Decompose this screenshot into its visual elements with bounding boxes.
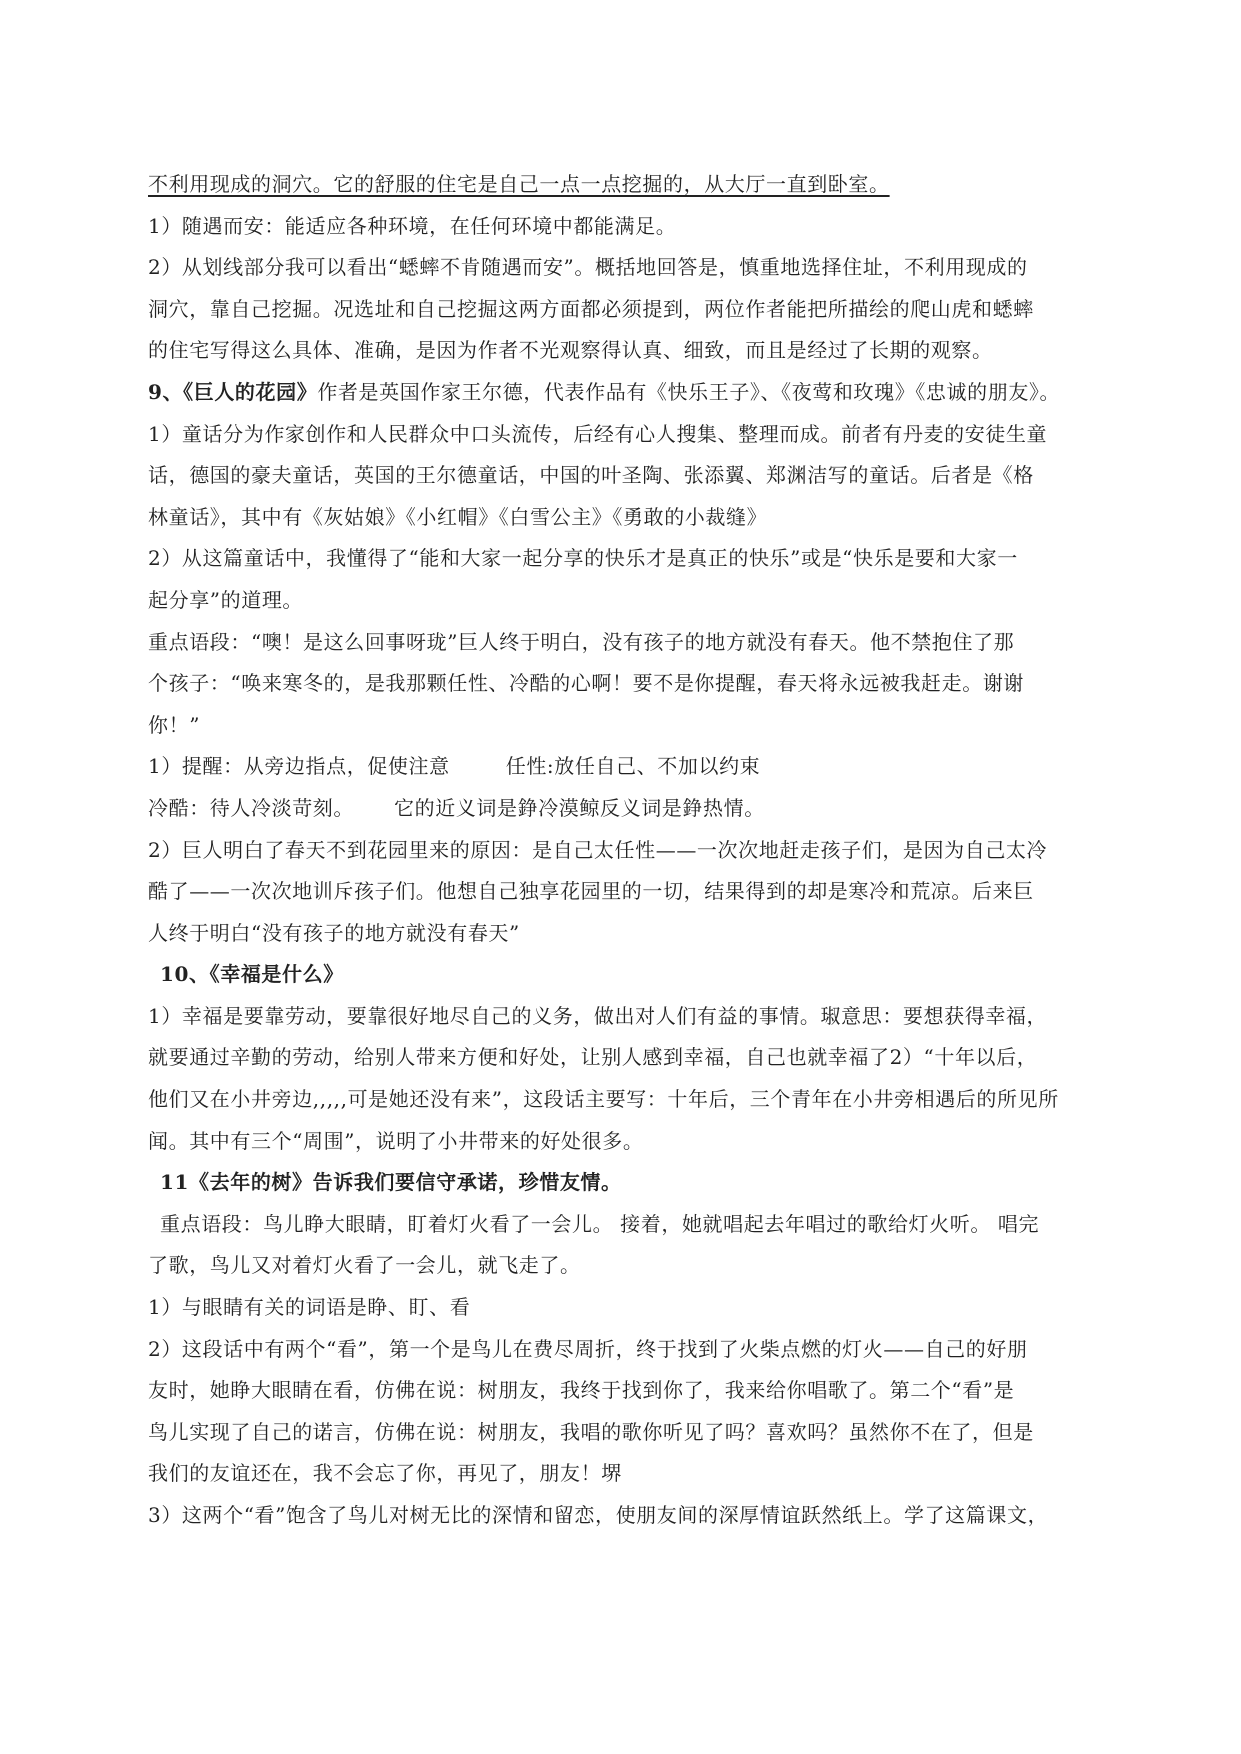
text-line-2: 1）随遇而安：能适应各种环境，在任何环境中都能满足。 bbox=[148, 213, 677, 238]
text-line-28: 1）与眼睛有关的词语是睁、盯、看 bbox=[148, 1295, 471, 1320]
text-line-4: 洞穴，靠自己挖掘。况选址和自己挖掘这两方面都必须提到，两位作者能把所描绘的爬山虎和蟋蟀 bbox=[148, 296, 1034, 321]
text-line-17: 2）巨人明白了春天不到花园里来的原因：是自己太任性——一次次地赶走孩子们，是因为自己太冷 bbox=[148, 837, 1048, 862]
text-line-16 bbox=[148, 788, 1096, 830]
text-line-8: 话，德国的豪夫童话，英国的王尔德童话，中国的叶圣陶、张添翼、郑渊洁写的童话。后者是《格 bbox=[148, 463, 1034, 488]
text-line-3: 2）从划线部分我可以看出“蟋蟀不肯随遇而安”。概括地回答是，慎重地选择住址，不利用现成的 bbox=[148, 255, 1028, 280]
document-page bbox=[148, 164, 1096, 1537]
section-heading-11: 11《去年的树》告诉我们要信守承诺，珍惜友情。 bbox=[160, 1170, 622, 1195]
synonym-antonym: 它的近义词是錚冷漠鲸反义词是錚热情。 bbox=[394, 795, 765, 820]
text-line-24: 闻。其中有三个“周围”，说明了小井带来的好处很多。 bbox=[148, 1128, 644, 1153]
section-intro-9: 作者是英国作家王尔德，代表作品有《快乐王子》、《夜莺和玫瑰》《忠诚的朋友》。 bbox=[317, 379, 1061, 404]
text-line-9: 林童话》，其中有《灰姑娘》《小红帽》《白雪公主》《勇敢的小裁缝》 bbox=[148, 504, 768, 529]
text-line-33: 3）这两个“看”饱含了鸟儿对树无比的深情和留恋，使朋友间的深厚情谊跃然纸上。学了这篇课文， bbox=[148, 1503, 1049, 1527]
text-line-26: 重点语段：鸟儿睁大眼睛，盯着灯火看了一会儿。 接着，她就唱起去年唱过的歌给灯火听。 唱完 bbox=[160, 1211, 1040, 1236]
text-line-5: 的住宅写得这么具体、准确，是因为作者不光观察得认真、细致，而且是经过了长期的观察。 bbox=[148, 338, 993, 363]
text-line-32: 我们的友谊还在，我不会忘了你，再见了，朋友！堺 bbox=[148, 1461, 622, 1486]
text-line-13: 个孩子：“唤来寒冬的，是我那颗任性、冷酷的心啊！要不是你提醒，春天将永远被我赶走。谢谢 bbox=[148, 671, 1025, 696]
section-heading-10: 10、《幸福是什么》 bbox=[160, 962, 344, 987]
text-line-21: 1）幸福是要靠劳动，要靠很好地尽自己的义务，做出对人们有益的事情。琡意思：要想获得幸福， bbox=[148, 1003, 1048, 1028]
text-line-19: 人终于明白“没有孩子的地方就没有春天” bbox=[148, 920, 520, 945]
text-line-14: 你！” bbox=[148, 712, 201, 737]
text-line-27: 了歌，鸟儿又对着灯火看了一会儿，就飞走了。 bbox=[148, 1253, 581, 1278]
definition-remind: 1）提醒：从旁边指点，促使注意 bbox=[148, 754, 450, 779]
text-line-15 bbox=[148, 746, 1096, 788]
text-line-11: 起分享”的道理。 bbox=[148, 587, 304, 612]
text-line-31: 鸟儿实现了自己的诺言，仿佛在说：树朋友，我唱的歌你听见了吗？喜欢吗？虽然你不在了，但是 bbox=[148, 1419, 1034, 1444]
text-line-12: 重点语段：“噢！是这么回事呀珑”巨人终于明白，没有孩子的地方就没有春天。他不禁抱住了那 bbox=[148, 629, 1015, 654]
text-line-23: 他们又在小井旁边,,,,,可是她还没有来”，这段话主要写：十年后，三个青年在小井旁相遇后的所见所 bbox=[148, 1087, 1059, 1112]
text-line-10: 2）从这篇童话中，我懂得了“能和大家一起分享的快乐才是真正的快乐”或是“快乐是要和大家一 bbox=[148, 546, 1018, 571]
text-line-30: 友时，她睁大眼睛在看，仿佛在说：树朋友，我终于找到你了，我来给你唱歌了。第二个“看”是 bbox=[148, 1378, 1015, 1403]
section-heading-9 bbox=[148, 372, 1096, 414]
definition-cold: 冷酷：待人冷淡苛刻。 bbox=[148, 795, 354, 820]
section-title-9: 9、《巨人的花园》 bbox=[148, 379, 318, 404]
definition-willful: 任性:放任自己、不加以约束 bbox=[505, 754, 761, 779]
text-line-7: 1）童话分为作家创作和人民群众中口头流传，后经有心人搜集、整理而成。前者有丹麦的安徒生童 bbox=[148, 421, 1048, 446]
text-line-29: 2）这段话中有两个“看”，第一个是鸟儿在费尽周折，终于找到了火柴点燃的灯火——自己的好朋 bbox=[148, 1336, 1028, 1361]
text-line-1: 不利用现成的洞穴。它的舒服的住宅是自己一点一点挖掘的，从大厅一直到卧室。 bbox=[148, 172, 890, 196]
text-line-18: 酷了——一次次地训斥孩子们。他想自己独享花园里的一切，结果得到的却是寒冷和荒凉。后来巨 bbox=[148, 879, 1034, 904]
text-line-22: 就要通过辛勤的劳动，给别人带来方便和好处，让别人感到幸福，自己也就幸福了2）“十年以后， bbox=[148, 1045, 1038, 1070]
